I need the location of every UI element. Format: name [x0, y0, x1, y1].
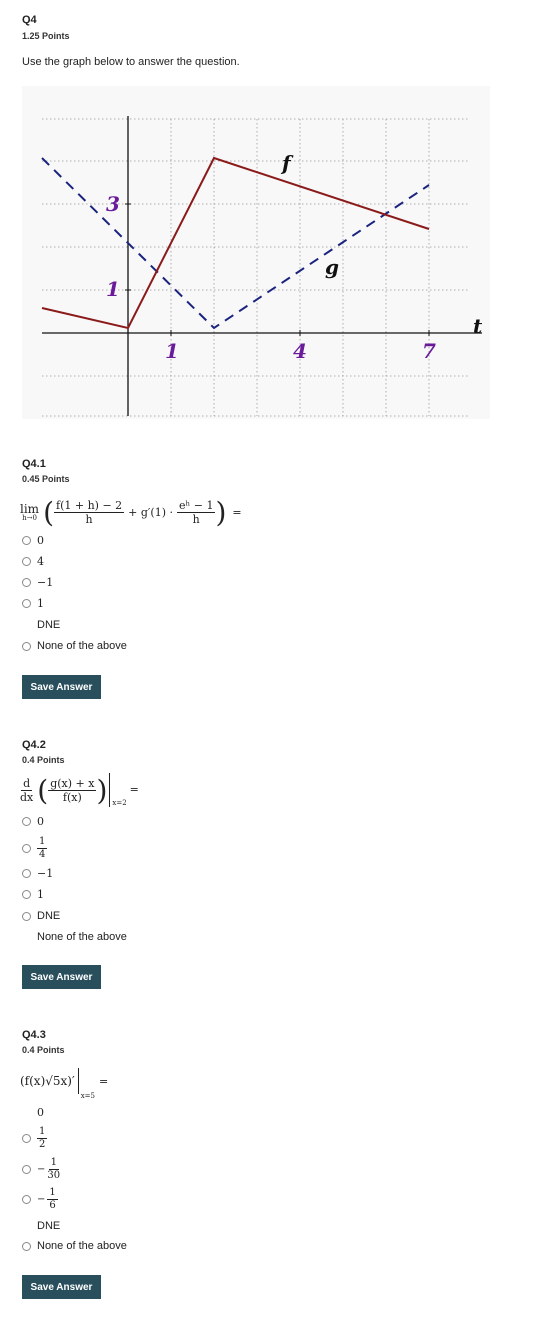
equals-sign: =	[232, 506, 242, 519]
t-axis-label: t	[473, 314, 483, 338]
question-instruction: Use the graph below to answer the question.	[22, 56, 240, 68]
question-points: 0.4 Points	[22, 1045, 65, 1055]
radio-button[interactable]	[22, 1165, 31, 1174]
math-expression: $\frac{d}{dx}$ ( $\frac{g(x) + x}{f(x)}$ ) x=2 =	[20, 773, 139, 807]
fraction-denominator: 4	[39, 848, 46, 860]
radio-button[interactable]	[22, 912, 31, 921]
question-points: 1.25 Points	[22, 31, 70, 41]
option[interactable]	[22, 1104, 44, 1120]
option[interactable]	[22, 834, 47, 862]
y-tick-label-3: 3	[106, 192, 120, 216]
option-label: None of the above	[37, 640, 127, 652]
radio-button[interactable]	[22, 536, 31, 545]
option[interactable]	[22, 553, 44, 569]
option-label: DNE	[37, 910, 61, 922]
option[interactable]	[22, 908, 60, 924]
option[interactable]	[22, 595, 44, 611]
option-label: −1	[37, 575, 54, 589]
option[interactable]	[22, 638, 127, 654]
option-label: 1	[37, 596, 44, 610]
fraction-denominator: h	[192, 513, 200, 526]
radio-button[interactable]	[22, 599, 31, 608]
fraction-numerator: eʰ − 1	[178, 499, 214, 512]
option-label: 0	[37, 1105, 44, 1119]
fraction-numerator: 1	[39, 835, 46, 847]
f-label: f	[282, 151, 291, 175]
option-label: None of the above	[37, 1240, 127, 1252]
option[interactable]: − $\frac{1}{6}$	[22, 1185, 58, 1213]
evaluation-subscript: x=2	[112, 799, 127, 807]
graph-svg	[22, 86, 490, 419]
fraction-denominator: 30	[47, 1169, 61, 1181]
fraction-numerator: 1	[49, 1186, 56, 1198]
radio-button[interactable]	[22, 1195, 31, 1204]
option[interactable]	[22, 813, 44, 829]
tick-label-4: 4	[293, 339, 307, 363]
expr-middle: + g′(1) ·	[128, 506, 173, 519]
fraction-denominator: 6	[49, 1199, 56, 1211]
limit-symbol: lim	[20, 502, 40, 516]
option[interactable]	[22, 865, 53, 881]
question-points: 0.45 Points	[22, 474, 70, 484]
equals-sign: =	[129, 783, 139, 796]
question-title: Q4	[22, 14, 37, 26]
expression-body: (f(x)√5x)′	[20, 1074, 75, 1088]
radio-button[interactable]	[22, 817, 31, 826]
option[interactable]: − $\frac{1}{30}$	[22, 1155, 60, 1183]
radio-button[interactable]	[22, 557, 31, 566]
equals-sign: =	[99, 1074, 109, 1088]
question-points: 0.4 Points	[22, 755, 65, 765]
y-tick-label-1: 1	[106, 277, 120, 301]
option-label: 0	[37, 533, 44, 547]
fraction-numerator: f(1 + h) − 2	[56, 499, 123, 512]
f-curve	[42, 158, 429, 328]
fraction-numerator: 1	[50, 1156, 57, 1168]
radio-button[interactable]	[22, 1134, 31, 1143]
question-title: Q4.1	[22, 458, 46, 470]
fraction-numerator: 1	[39, 1125, 46, 1137]
option[interactable]	[22, 929, 127, 945]
radio-button[interactable]	[22, 844, 31, 853]
radio-button[interactable]	[22, 1108, 31, 1117]
option[interactable]	[22, 574, 53, 590]
evaluation-subscript: x=5	[80, 1092, 95, 1100]
fraction-denominator: h	[85, 513, 93, 526]
option-label: −1	[37, 866, 54, 880]
graph-figure	[22, 86, 490, 419]
tick-label-7: 7	[422, 339, 436, 363]
derivative-dx: dx	[20, 790, 34, 804]
tick-label-1: 1	[165, 339, 179, 363]
save-answer-button[interactable]: Save Answer	[22, 965, 101, 989]
question-title: Q4.2	[22, 739, 46, 751]
save-answer-button[interactable]: Save Answer	[22, 675, 101, 699]
question-title: Q4.3	[22, 1029, 46, 1041]
radio-button[interactable]	[22, 1222, 31, 1231]
option[interactable]	[22, 1218, 60, 1234]
option-label: None of the above	[37, 931, 127, 943]
grid	[42, 119, 470, 416]
math-expression: lim h→0 ( $\frac{f(1 + h) - 2}{h}$ + g′(1) · $\frac{\text{eʰ − 1}}{h}$ ) =	[20, 496, 242, 529]
radio-button[interactable]	[22, 578, 31, 587]
option[interactable]	[22, 886, 44, 902]
option[interactable]	[22, 1124, 47, 1152]
radio-button[interactable]	[22, 621, 31, 630]
save-answer-button[interactable]: Save Answer	[22, 1275, 101, 1299]
option[interactable]	[22, 617, 60, 633]
option-label: DNE	[37, 619, 61, 631]
radio-button[interactable]	[22, 1242, 31, 1251]
fraction-denominator: f(x)	[62, 790, 82, 804]
option-label: DNE	[37, 1220, 61, 1232]
radio-button[interactable]	[22, 642, 31, 651]
derivative-d: d	[23, 776, 31, 790]
radio-button[interactable]	[22, 869, 31, 878]
fraction-denominator: 2	[39, 1138, 46, 1150]
option[interactable]	[22, 1238, 127, 1254]
limit-subscript: h→0	[22, 514, 37, 522]
math-expression	[20, 1068, 109, 1100]
option-label: 1	[37, 887, 44, 901]
option[interactable]	[22, 532, 44, 548]
g-curve	[42, 158, 429, 328]
fraction-numerator: g(x) + x	[50, 776, 95, 790]
option-label: 0	[37, 814, 44, 828]
option-label: 4	[37, 554, 44, 568]
radio-button[interactable]	[22, 890, 31, 899]
g-label: g	[325, 255, 339, 279]
radio-button[interactable]	[22, 933, 31, 942]
